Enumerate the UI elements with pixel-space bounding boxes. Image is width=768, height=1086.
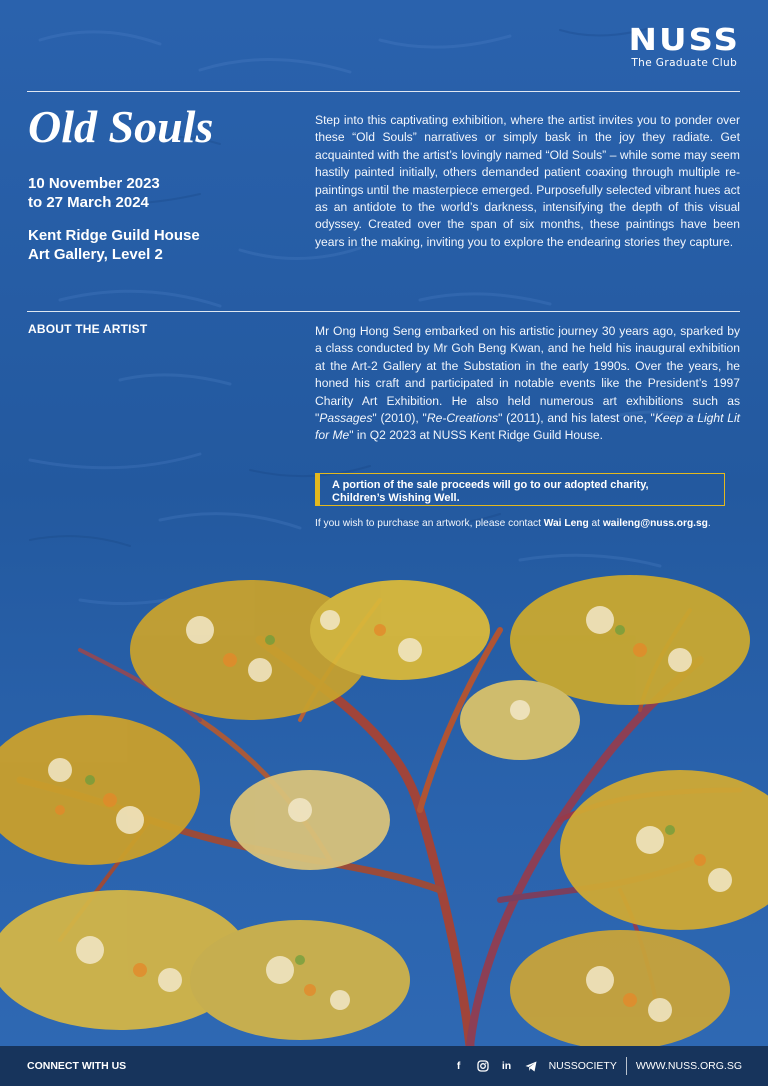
contact-mid: at bbox=[588, 518, 603, 529]
work-title-passages: Passages bbox=[319, 411, 373, 426]
charity-notice-line2: Children’s Wishing Well. bbox=[332, 491, 460, 504]
logo-subtitle: The Graduate Club bbox=[631, 57, 738, 69]
instagram-icon[interactable] bbox=[477, 1058, 489, 1074]
date-end: to 27 March 2024 bbox=[28, 194, 149, 211]
top-divider bbox=[27, 91, 740, 92]
artist-bio bbox=[315, 323, 740, 445]
about-artist-heading: ABOUT THE ARTIST bbox=[28, 322, 148, 336]
bio-text-3: " (2011), and his latest one, " bbox=[498, 411, 655, 426]
exhibition-venue bbox=[28, 226, 200, 264]
telegram-icon[interactable] bbox=[525, 1058, 537, 1074]
exhibition-title: Old Souls bbox=[28, 101, 214, 152]
work-title-recreations: Re-Creations bbox=[426, 411, 499, 426]
footer-divider bbox=[626, 1057, 627, 1075]
contact-suffix: . bbox=[707, 518, 711, 529]
linkedin-icon[interactable]: in bbox=[501, 1060, 512, 1072]
bio-text-2: " (2010), " bbox=[372, 411, 427, 426]
exhibition-dates bbox=[28, 174, 160, 212]
connect-label: CONNECT WITH US bbox=[27, 1060, 127, 1072]
social-handle[interactable]: NUSSOCIETY bbox=[548, 1060, 617, 1072]
facebook-icon[interactable]: f bbox=[456, 1060, 461, 1072]
bio-text-4: " in Q2 2023 at NUSS Kent Ridge Guild House. bbox=[349, 428, 603, 443]
purchase-contact bbox=[315, 518, 711, 529]
work-title-keep-a-light: Keep a Light Lit for Me bbox=[315, 411, 741, 443]
exhibition-description: Step into this captivating exhibition, where the artist invites you to ponder over these “Old Souls” narratives or simply bask in the joy they radiate. Get acquainted with the artist’s lovingly named “Old Souls” – while some may seem hastily painted initially, others demanded patient coaxing through multiple re-paintings until the masterpiece emerged. Purposefully selected vibrant hues act as an antidote to the world’s darkness, intensifying the depth of this visual odyssey. Created over the span of six months, these paintings have been years in the making, inviting you to explore the endearing stories they capture. bbox=[315, 113, 740, 249]
venue-building: Kent Ridge Guild House bbox=[28, 227, 200, 244]
footer-links bbox=[453, 1057, 742, 1075]
venue-room: Art Gallery, Level 2 bbox=[28, 246, 163, 263]
footer-bar bbox=[0, 1046, 768, 1086]
nuss-logo bbox=[628, 24, 740, 69]
charity-notice bbox=[315, 473, 725, 506]
tree-painting bbox=[0, 560, 768, 1046]
middle-divider bbox=[27, 311, 740, 312]
contact-prefix: If you wish to purchase an artwork, please contact bbox=[315, 518, 544, 529]
contact-email[interactable]: waileng@nuss.org.sg bbox=[602, 518, 708, 529]
date-start: 10 November 2023 bbox=[28, 175, 160, 192]
contact-name: Wai Leng bbox=[543, 518, 589, 529]
charity-notice-line1: A portion of the sale proceeds will go to our adopted charity, bbox=[332, 479, 649, 491]
bio-text-1: Mr Ong Hong Seng embarked on his artistic journey 30 years ago, sparked by a class conducted by Mr Goh Beng Kwan, and he held his inaugural exhibition at the Art-2 Gallery at the Substation in the early 1990s. Over the years, he honed his craft and participated in notable events like the President’s 1997 Charity Art Exhibition. He also held numerous art exhibitions such as " bbox=[315, 324, 740, 426]
website-link[interactable]: WWW.NUSS.ORG.SG bbox=[635, 1060, 742, 1072]
logo-wordmark: NUSS bbox=[628, 22, 740, 58]
